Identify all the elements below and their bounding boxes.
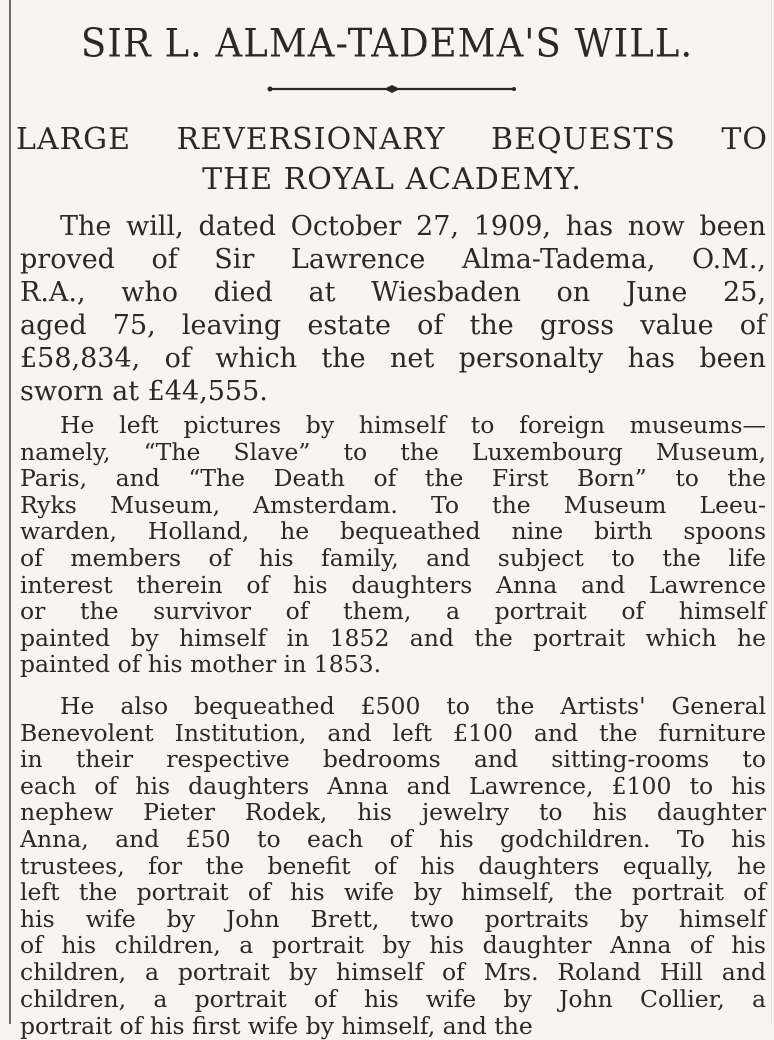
paragraph-2 (20, 412, 766, 678)
text-line: painted by himself in 1852 and the portrait which he (20, 623, 766, 652)
text-line: The will, dated October 27, 1909, has now been (60, 211, 766, 242)
subheadline-line-2: THE ROYAL ACADEMY. (202, 162, 582, 197)
text-line: Paris, and “The Death of the First Born” to the (20, 464, 766, 493)
text-line-partial: portrait of his first wife by himself, and the (20, 1012, 533, 1040)
text-line: namely, “The Slave” to the Luxembourg Museum, (20, 437, 766, 466)
text-line: Ryks Museum, Amsterdam. To the Museum Leeu- (20, 490, 766, 519)
paragraph-1 (20, 210, 766, 408)
text-line: children, a portrait by himself of Mrs. Roland Hill and (20, 957, 766, 986)
text-line: interest therein of his daughters Anna and Lawrence (20, 570, 766, 599)
text-line: warden, Holland, he bequeathed nine birth spoons (20, 517, 766, 546)
text-line: Anna, and £50 to each of his godchildren. To his (20, 824, 766, 853)
text-line: He also bequeathed £500 to the Artists' General (60, 692, 766, 720)
text-line: trustees, for the benefit of his daughters equally, he (20, 851, 766, 880)
subheadline-line-1: LARGE REVERSIONARY BEQUESTS TO (16, 122, 768, 157)
text-line: £58,834, of which the net personalty has been (20, 343, 766, 374)
text-line: each of his daughters Anna and Lawrence, £100 to his (20, 771, 766, 800)
text-line: Benevolent Institution, and left £100 and the furniture (20, 718, 766, 747)
paragraph-3 (20, 693, 766, 1012)
text-line: children, a portrait of his wife by John Collier, a (20, 984, 766, 1013)
column-rule-left (9, 0, 11, 1024)
text-line: R.A., who died at Wiesbaden on June 25, (20, 277, 766, 308)
text-line: sworn at £44,555. (20, 376, 268, 407)
text-line: painted of his mother in 1853. (20, 650, 382, 679)
headline: SIR L. ALMA-TADEMA'S WILL. (80, 20, 694, 67)
text-line: proved of Sir Lawrence Alma-Tadema, O.M., (20, 244, 766, 275)
text-line: of members of his family, and subject to the life (20, 543, 766, 572)
text-line: nephew Pieter Rodek, his jewelry to his daughter (20, 798, 766, 827)
subheadline (16, 120, 768, 200)
ornamental-divider-icon (268, 86, 516, 92)
text-line: or the survivor of them, a portrait of himself (20, 597, 766, 626)
text-line: left the portrait of his wife by himself, the portrait of (20, 878, 766, 907)
column-rule-right (771, 0, 772, 1024)
cutoff-text-line (20, 1012, 766, 1040)
text-line: aged 75, leaving estate of the gross value of (20, 310, 766, 341)
text-line: of his children, a portrait by his daughter Anna of his (20, 931, 766, 960)
text-line: in their respective bedrooms and sitting-rooms to (20, 745, 766, 774)
text-line: He left pictures by himself to foreign museums— (60, 411, 766, 439)
text-line: his wife by John Brett, two portraits by himself (20, 904, 766, 933)
